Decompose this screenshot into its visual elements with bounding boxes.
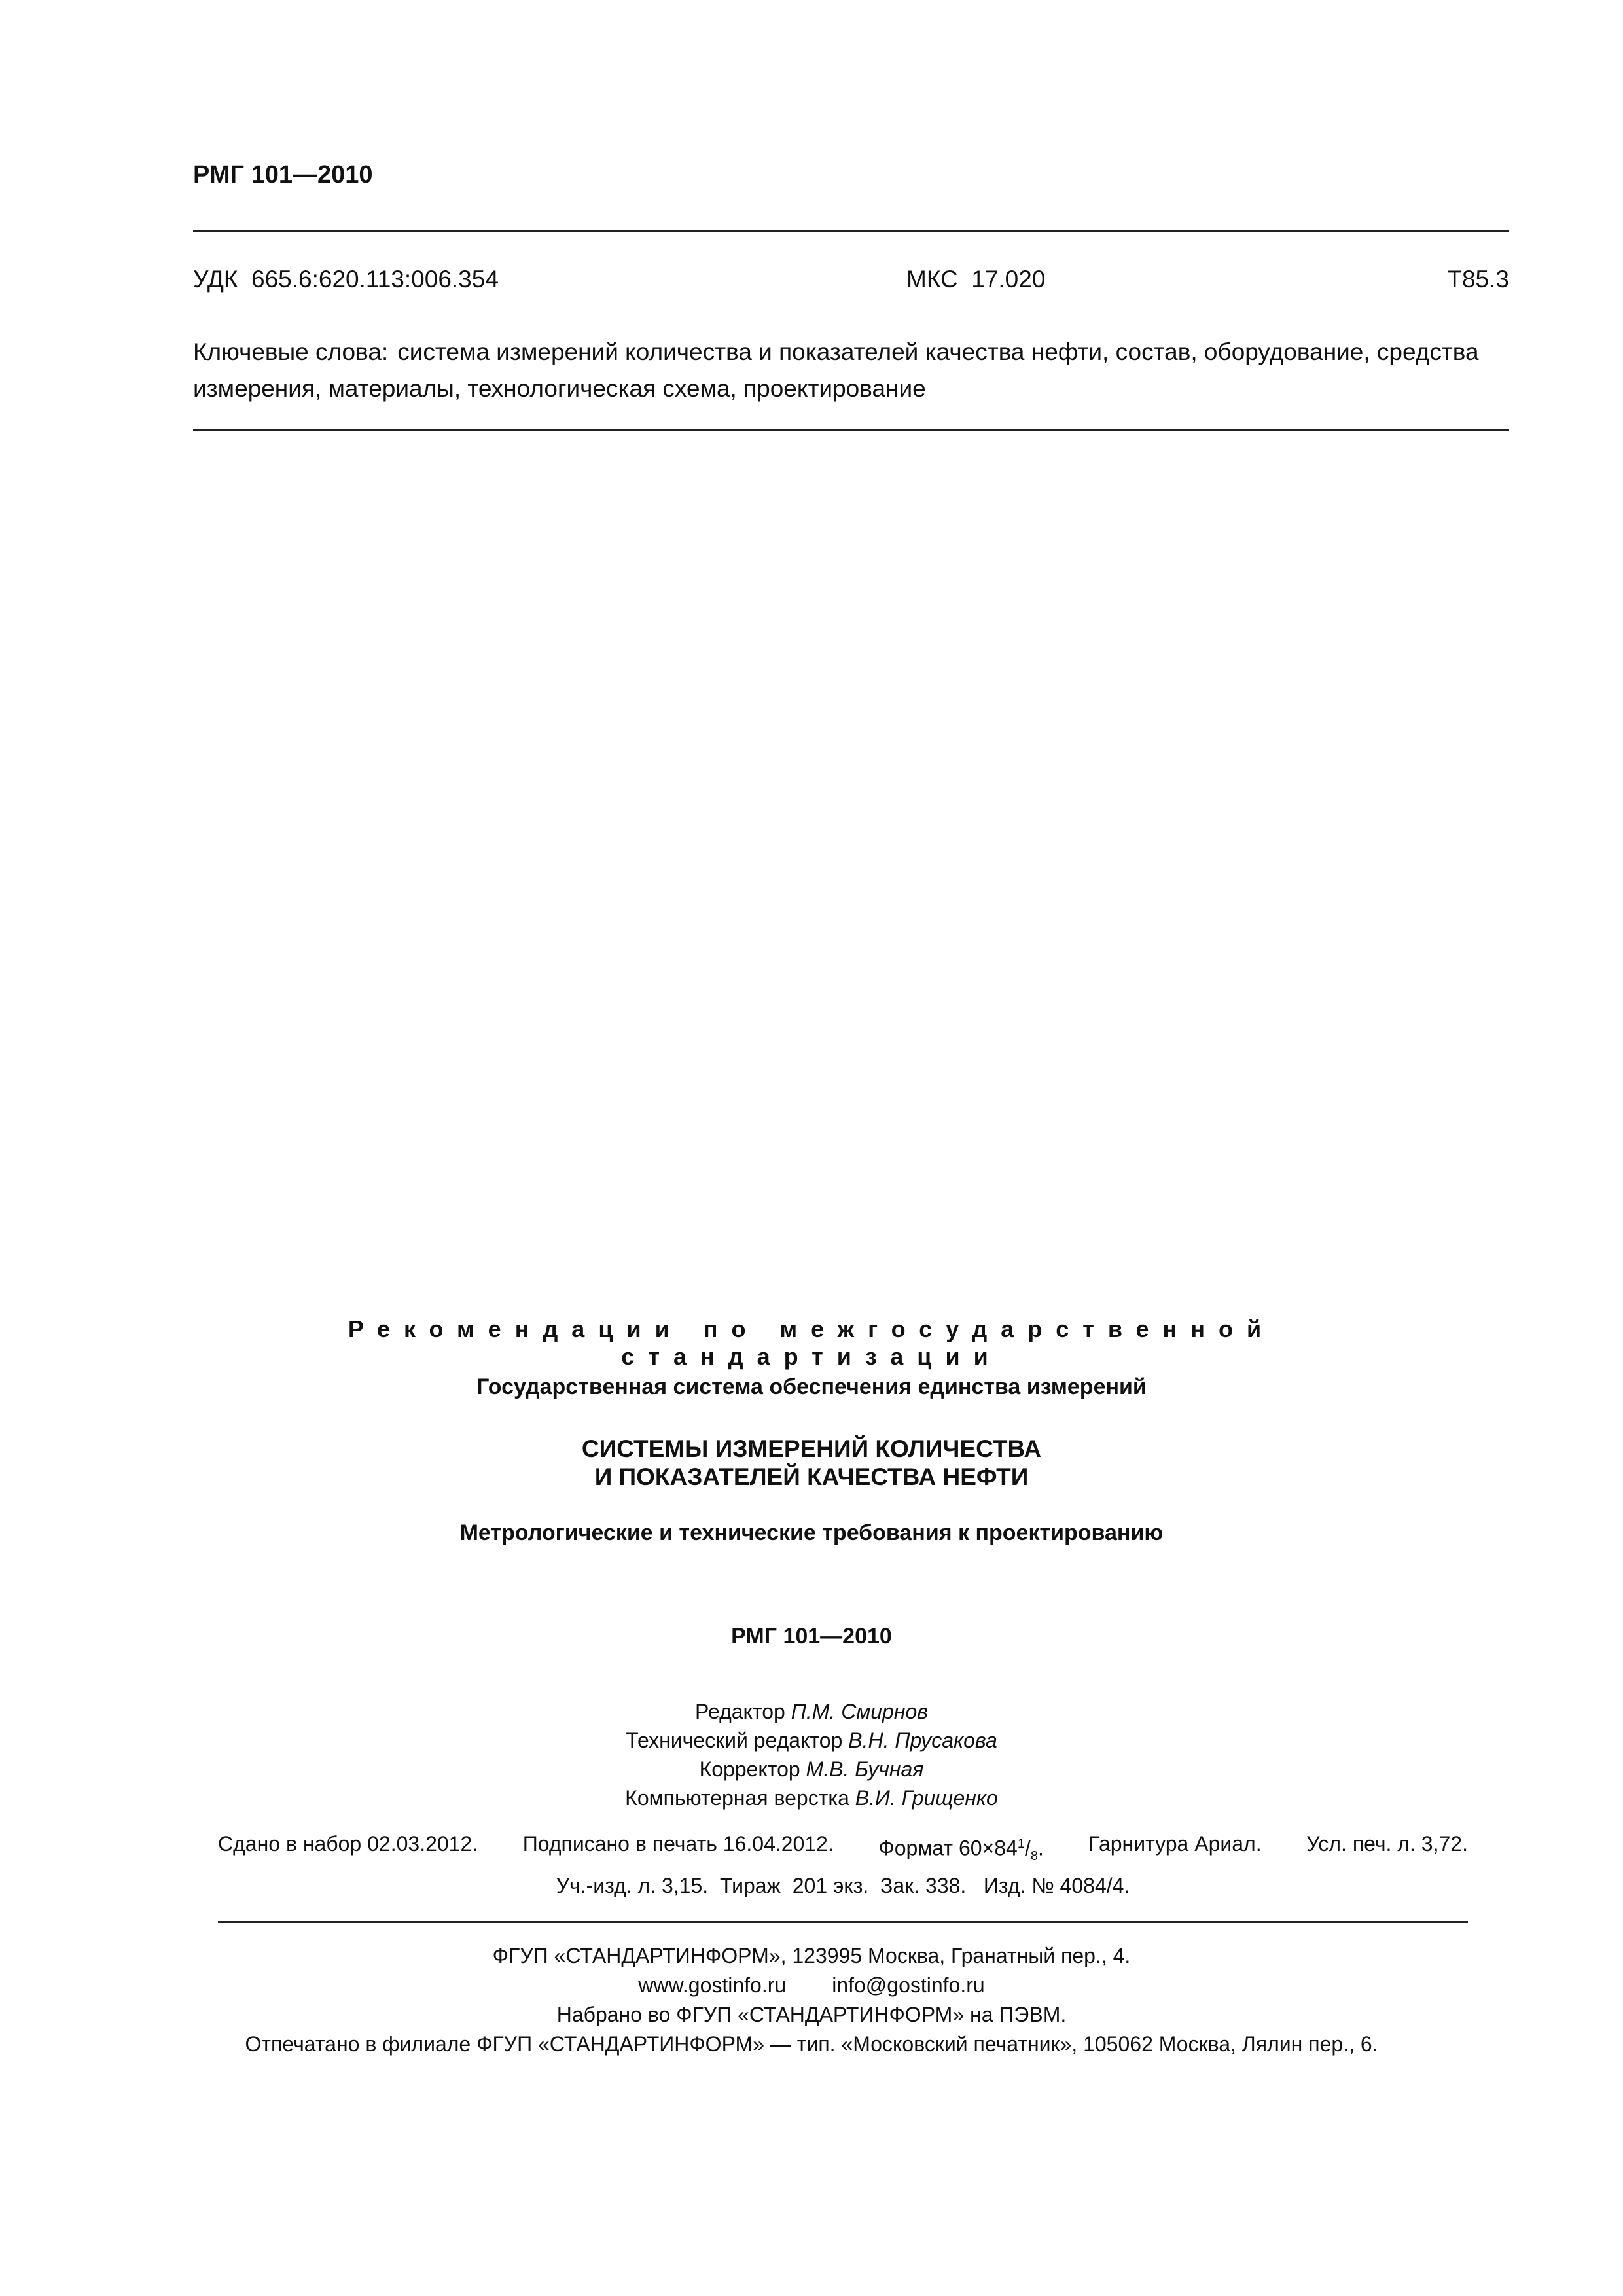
- print-info-line2: Уч.-изд. л. 3,15. Тираж 201 экз. Зак. 338. Изд. № 4084/4.: [556, 1874, 1130, 1898]
- typeset-note: Набрано во ФГУП «СТАНДАРТИНФОРМ» на ПЭВМ.: [556, 2003, 1067, 2026]
- credit-editor: Редактор П.М. Смирнов: [695, 1700, 928, 1723]
- series-title: Рекомендации по межгосударственной стандартизации: [348, 1316, 1275, 1370]
- mks-code: МКС 17.020: [906, 266, 1046, 293]
- sent-date: Сдано в набор 02.03.2012.: [218, 1832, 478, 1856]
- publisher-info: [0, 1941, 1623, 2059]
- credit-proofreader: Корректор М.В. Бучная: [699, 1757, 924, 1781]
- header-divider: [193, 230, 1509, 232]
- main-title-line1: СИСТЕМЫ ИЗМЕРЕНИЙ КОЛИЧЕСТВА: [581, 1435, 1042, 1462]
- subtitle: Метрологические и технические требования к проектированию: [459, 1520, 1164, 1545]
- publisher-address: ФГУП «СТАНДАРТИНФОРМ», 123995 Москва, Гранатный пер., 4.: [492, 1944, 1131, 1967]
- imprint-divider: [218, 1921, 1468, 1923]
- main-title-line2: И ПОКАЗАТЕЛЕЙ КАЧЕСТВА НЕФТИ: [594, 1463, 1029, 1490]
- credits: [0, 1697, 1623, 1812]
- credit-tech-editor: Технический редактор В.Н. Прусакова: [626, 1729, 997, 1752]
- credit-layout: Компьютерная верстка В.И. Грищенко: [625, 1786, 998, 1810]
- okstu-code: Т85.3: [1447, 266, 1509, 293]
- paper-format: Формат $60\times 84^1/_8$.: [878, 1836, 1044, 1864]
- print-sheets: Усл. печ. л. 3,72.: [1306, 1832, 1468, 1856]
- keywords: [193, 334, 1508, 407]
- keywords-label: Ключевые слова:: [193, 338, 389, 365]
- main-title: [0, 1435, 1623, 1491]
- typeface: Гарнитура Ариал.: [1088, 1832, 1262, 1856]
- signed-date: Подписано в печать 16.04.2012.: [522, 1832, 834, 1856]
- print-info-line1: [218, 1829, 1468, 1871]
- header-doc-code: РМГ 101—2010: [193, 161, 373, 188]
- keywords-text: система измерений количества и показателей качества нефти, состав, оборудование, средства измерения, материалы, технологическая схема, проектирование: [193, 338, 1479, 402]
- publisher-email[interactable]: info@gostinfo.ru: [832, 1973, 985, 1997]
- publisher-contacts: [0, 1971, 1623, 2000]
- printed-note: Отпечатано в филиале ФГУП «СТАНДАРТИНФОРМ» — тип. «Московский печатник», 105062 Москва, Лялин пер., 6.: [245, 2032, 1378, 2056]
- keywords-divider: [193, 429, 1509, 431]
- udk-code: УДК 665.6:620.113:006.354: [193, 266, 499, 293]
- doc-code-center: РМГ 101—2010: [731, 1624, 892, 1649]
- print-info: [218, 1829, 1468, 1901]
- publisher-website[interactable]: www.gostinfo.ru: [638, 1973, 787, 1997]
- system-title: Государственная система обеспечения единства измерений: [476, 1374, 1147, 1399]
